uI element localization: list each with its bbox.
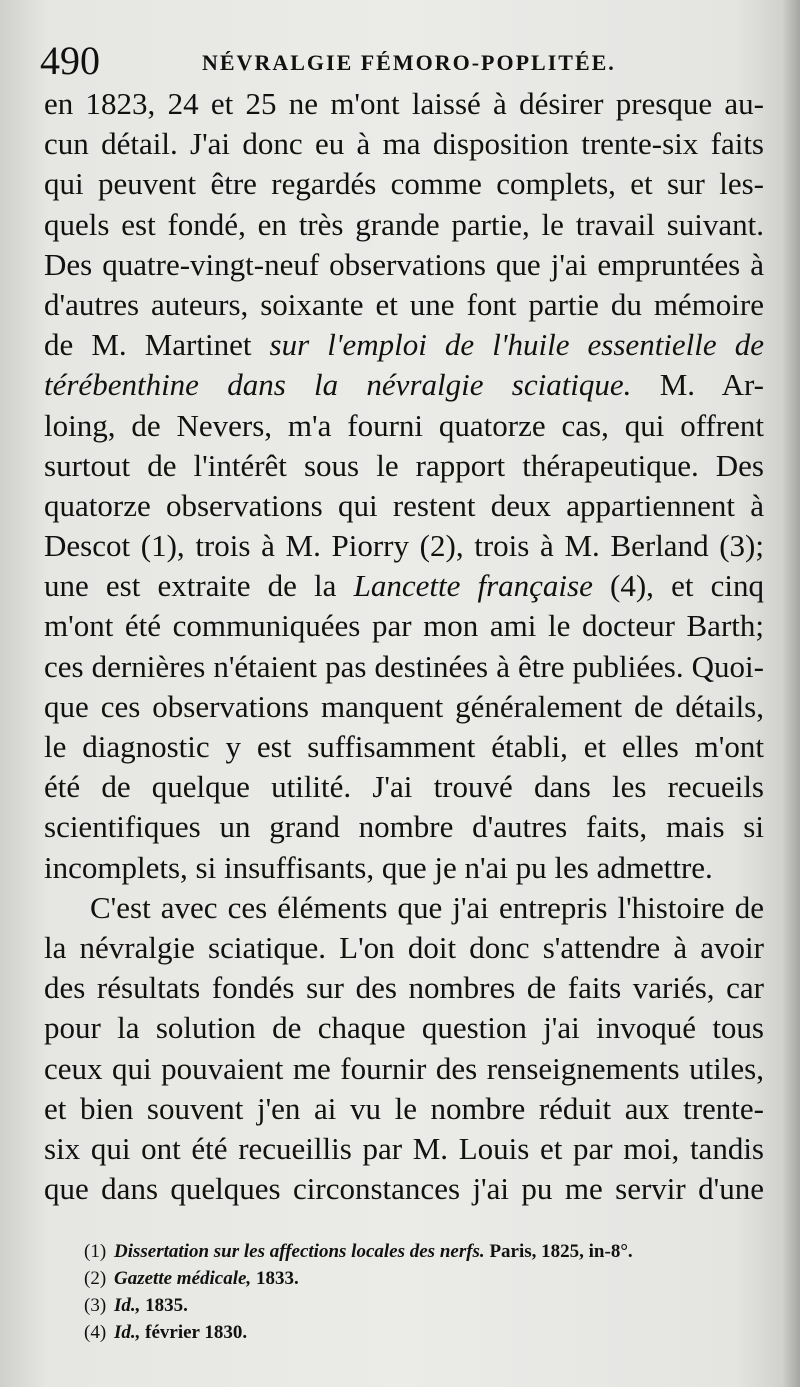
page-edge-shadow <box>782 0 800 1387</box>
text-line: quatorze observations qui restent deux appartiennent à <box>44 487 764 523</box>
footnote-number: (3) <box>84 1295 107 1316</box>
running-head: NÉVRALGIE FÉMORO-POPLITÉE. <box>202 50 616 75</box>
text-line: Descot (1), trois à M. Piorry (2), trois à M. Berland (3); <box>44 528 764 564</box>
text-line: Des quatre-vingt-neuf observations que j'ai empruntées à <box>44 246 764 282</box>
text-line: surtout de l'intérêt sous le rapport thérapeutique. Des <box>44 447 764 483</box>
text-line: la névralgie sciatique. L'on doit donc s'attendre à avoir <box>44 929 764 965</box>
text-line: que dans quelques circonstances j'ai pu me servir d'une <box>44 1171 764 1207</box>
text-line: le diagnostic y est suffisamment établi, et elles m'ont <box>44 729 764 764</box>
text-segment: une est extraite de la <box>44 568 354 604</box>
text-line: pour la solution de chaque question j'ai invoqué tous <box>44 1010 764 1046</box>
text-line: six qui ont été recueillis par M. Louis et par moi, tandis <box>44 1130 764 1166</box>
text-line <box>44 325 764 365</box>
text-line: et bien souvent j'en ai vu le nombre réduit aux trente- <box>44 1090 764 1126</box>
text-segment: (4), et cinq <box>592 568 764 604</box>
footnote-number: (2) <box>84 1268 107 1289</box>
text-line: ceux qui pouvaient me fournir des renseignements utiles, <box>44 1050 764 1086</box>
footnote-number: (4) <box>84 1322 107 1343</box>
footnote-details: 1833. <box>251 1268 299 1289</box>
text-line: incomplets, si insuffisants, que je n'ai pu les admettre. <box>44 849 713 885</box>
body-text <box>44 84 764 1209</box>
italic-title: térébenthine dans la névralgie sciatique. <box>44 367 632 403</box>
footnote <box>84 1265 764 1292</box>
footnote-source-title: Gazette médicale, <box>114 1268 252 1289</box>
text-line: que ces observations manquent généralement de détails, <box>44 688 764 724</box>
text-line: scientifiques un grand nombre d'autres faits, mais si <box>44 809 764 845</box>
text-line: en 1823, 24 et 25 ne m'ont laissé à désirer presque au- <box>44 86 764 121</box>
footnote-number: (1) <box>84 1241 107 1262</box>
footnote-details: Paris, 1825, in-8°. <box>484 1241 633 1262</box>
text-line <box>44 566 764 606</box>
page-header <box>40 36 760 86</box>
footnote <box>84 1292 764 1319</box>
text-line: été de quelque utilité. J'ai trouvé dans les recueils <box>44 769 764 805</box>
text-line <box>44 365 764 405</box>
footnote <box>84 1238 764 1265</box>
text-line: d'autres auteurs, soixante et une font partie du mémoire <box>44 286 764 322</box>
footnote <box>84 1319 764 1346</box>
footnote-source-title: Id., <box>114 1322 141 1343</box>
text-line: qui peuvent être regardés comme complets, et sur les- <box>44 166 764 202</box>
footnote-details: février 1830. <box>140 1322 248 1343</box>
footnotes <box>84 1238 764 1346</box>
text-segment: M. Ar- <box>631 367 764 403</box>
text-line: des résultats fondés sur des nombres de faits variés, car <box>44 970 764 1006</box>
italic-title: Lancette française <box>353 568 593 604</box>
text-segment: de M. Martinet <box>44 327 270 363</box>
footnote-source-title: Id., <box>114 1295 141 1316</box>
italic-title: sur l'emploi de l'huile essentielle de <box>269 327 764 363</box>
text-line: m'ont été communiquées par mon ami le docteur Barth; <box>44 608 764 644</box>
text-line: loing, de Nevers, m'a fourni quatorze cas, qui offrent <box>44 407 764 443</box>
page-number: 490 <box>40 38 100 83</box>
text-line: cun détail. J'ai donc eu à ma disposition trente-six faits <box>44 126 764 162</box>
text-line: ces dernières n'étaient pas destinées à être publiées. Quoi- <box>44 648 764 684</box>
text-line: quels est fondé, en très grande partie, le travail suivant. <box>44 206 764 242</box>
footnote-source-title: Dissertation sur les affections locales des nerfs. <box>114 1241 485 1262</box>
footnote-details: 1835. <box>140 1295 188 1316</box>
text-line: C'est avec ces éléments que j'ai entrepris l'histoire de <box>90 889 764 925</box>
